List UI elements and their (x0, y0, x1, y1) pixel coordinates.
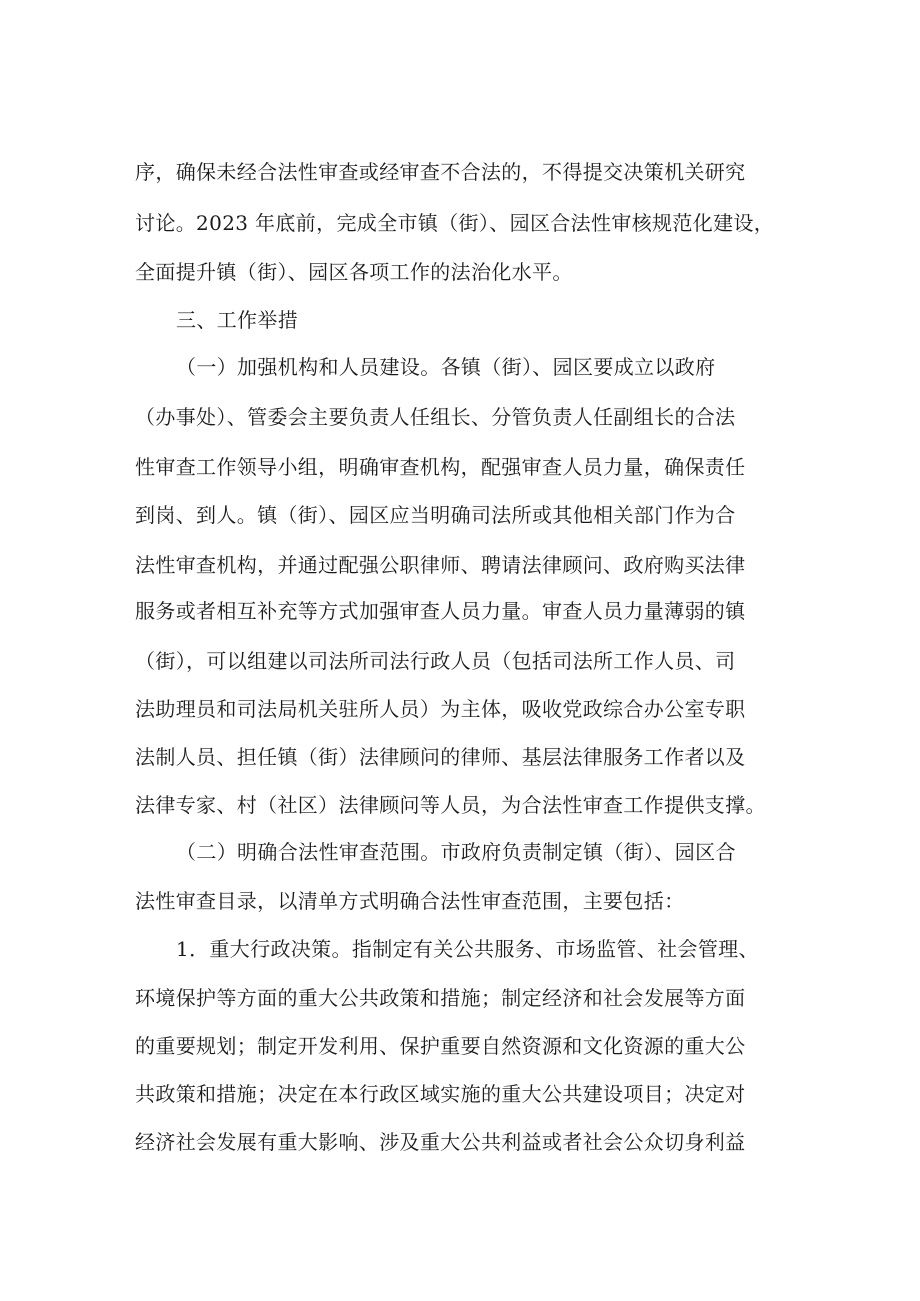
document-page: 序，确保未经合法性审查或经审查不合法的，不得提交决策机关研究 讨论。2023 年底前，完成全市镇（街）、园区合法性审核规范化建设， 全面提升镇（街）、园区各项工作的法治化水平。 三、工作举措 （一）加强机构和人员建设。各镇（街）、园区要成立以政府 （办事处）、管委会主要负责人任组长、分管负责人任副组长的合法 性审查工作领导小组，明确审查机构，配强审查人员力量，确保责任 到岗、到人。镇（街）、园区应当明确司法所或其他相关部门作为合 法性审查机构，并通过配强公职律师、聘请法律顾问、政府购买法律 服务或者相互补充等方式加强审查人员力量。审查人员力量薄弱的镇 （街），可以组建以司法所司法行政人员（包括司法所工作人员、司 法助理员和司法局机关驻所人员）为主体，吸收党政综合办公室专职 法制人员、担任镇（街）法律顾问的律师、基层法律服务工作者以及 法律专家、村（社区）法律顾问等人员，为合法性审查工作提供支撑。 （二）明确合法性审查范围。市政府负责制定镇（街）、园区合 法性审查目录，以清单方式明确合法性审查范围，主要包括： 1．重大行政决策。指制定有关公共服务、市场监管、社会管理、 环境保护等方面的重大公共政策和措施；制定经济和社会发展等方面 的重要规划；制定开发利用、保护重要自然资源和文化资源的重大公 共政策和措施；决定在本行政区域实施的重大公共建设项目；决定对 经济社会发展有重大影响、涉及重大公共利益或者社会公众切身利益 (135, 160, 775, 1154)
